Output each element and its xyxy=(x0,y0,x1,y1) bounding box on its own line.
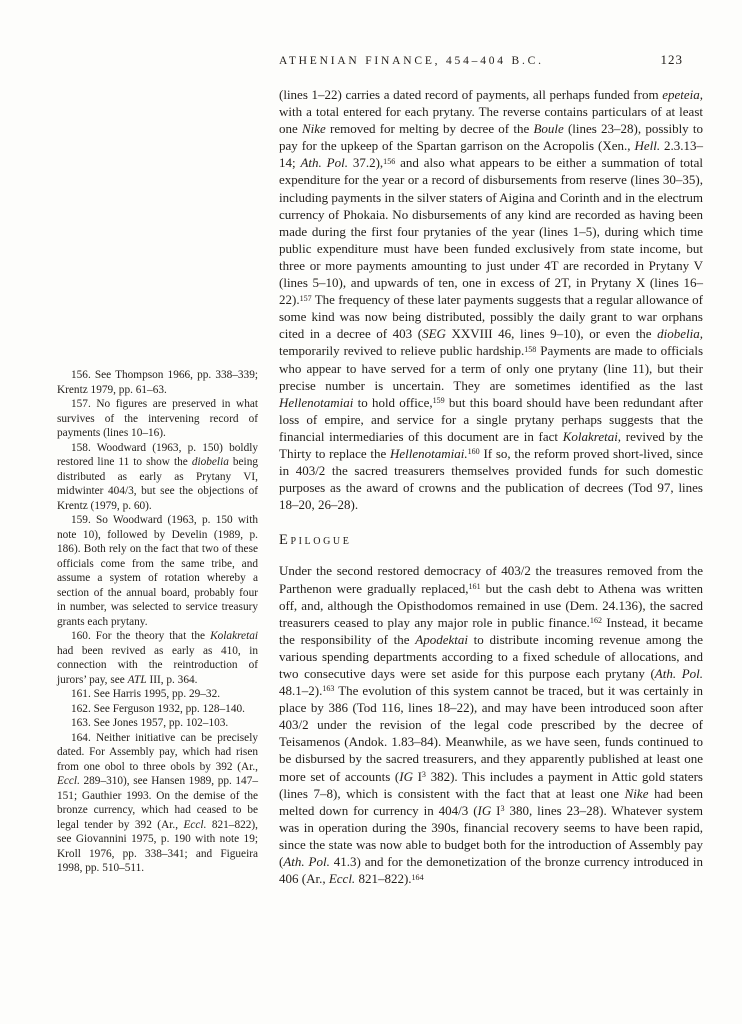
text-run: had been melted down for currency in 404/3 ( xyxy=(279,785,703,818)
text-run: to hold office, xyxy=(353,394,433,410)
text-run: IG xyxy=(399,768,413,784)
text-run: revived by the Thirty to replace the xyxy=(279,428,703,461)
text-run: The evolution of this system cannot be traced, but it was certainly in place by 386 (Tod 116, lines 18–22), and may have been introduced soon after 403/2 under the revision of the legal code prescribed by the decree of Teisamenos (Andok. 1.83–84). Meanwhile, as we have seen, funds continued to be disbursed by the sacred treasurers, and they apparently published at least one more set of accounts ( xyxy=(279,683,703,784)
footnote-reference: 158 xyxy=(524,344,537,354)
footnote-reference: 3 xyxy=(500,804,505,814)
footnote-reference: 163 xyxy=(322,684,335,694)
page-number: 123 xyxy=(660,52,683,67)
text-run: Hell. xyxy=(634,138,661,154)
text-run: Under the second restored democracy of 403/2 the treasures removed from the Parthenon were gradually replaced, xyxy=(279,563,703,596)
text-run: I xyxy=(412,768,422,784)
main-text-column xyxy=(279,86,703,887)
text-run: I xyxy=(491,802,501,818)
footnote-164 xyxy=(57,731,258,876)
footnotes-column xyxy=(57,368,258,876)
text-run: to distribute incoming revenue among the various spending departments according to a fixed schedule of allocations, and two consecutive days were set aside for this purpose each prytany ( xyxy=(279,631,703,681)
footnote-reference: 162 xyxy=(589,616,602,626)
text-run: had been revived as early as 410, in connection with the reintroduction of jurors’ pay, see xyxy=(57,644,258,686)
running-head xyxy=(279,52,703,68)
text-run: (lines 23–28), possibly to pay for the upkeep of the Spartan garrison on the Acropolis (Xen., xyxy=(279,121,703,154)
text-run: The frequency of these later payments suggests that a regular allowance of some kind was now being distributed, possibly the daily grant to war orphans cited in a decree of 403 ( xyxy=(279,292,703,342)
text-run: Hellenotamiai. xyxy=(389,445,468,461)
footnote-reference: 159 xyxy=(432,396,445,406)
footnote-161 xyxy=(57,687,258,702)
text-run: 162. See Ferguson 1932, pp. 128–140. xyxy=(71,702,245,715)
text-run: 156. See Thompson 1966, pp. 338–339; Krentz 1979, pp. 61–63. xyxy=(57,369,258,396)
running-header-title: ATHENIAN FINANCE, 454–404 B.C. xyxy=(279,55,544,67)
text-run: Nike xyxy=(301,121,326,137)
footnote-163 xyxy=(57,716,258,731)
footnote-162 xyxy=(57,702,258,717)
footnote-159 xyxy=(57,513,258,629)
footnote-reference: 156 xyxy=(383,156,396,166)
text-run: Boule xyxy=(533,121,564,137)
text-run: Payments are made to officials who appear to have served for a term of only one prytany (line 11), but their precise number is uncertain. They are sometimes identified as the last xyxy=(279,343,703,393)
text-run: removed for melting by decree of the xyxy=(325,121,534,137)
text-run: 821–822), see Giovannini 1975, p. 190 with note 19; Kroll 1976, pp. 338–341; and Figueira 1998, pp. 510–511. xyxy=(57,818,259,874)
body-paragraph-1 xyxy=(279,86,703,513)
text-run: Eccl. xyxy=(57,775,80,787)
text-run: Ath. Pol. xyxy=(283,854,330,870)
text-run: 159. So Woodward (1963, p. 150 with note 10), followed by Develin (1989, p. 186). Both rely on the fact that two of these officials come from the same tribe, and assume a system of rotation whereby a section of the annual board, probably four in number, was selected to service treasury grants each prytany. xyxy=(57,514,258,628)
text-run: 821–822). xyxy=(355,871,412,887)
text-run: Apodektai xyxy=(415,631,468,647)
text-run: If so, the reform proved short-lived, since in 403/2 the sacred treasurers themselves provided funds for such domestic purposes as the award of crowns and the publication of decrees (Tod 97, lines 18–20, 26–28). xyxy=(279,445,703,513)
text-run: with a total entered for each prytany. The reverse contains particulars of at least one xyxy=(279,104,703,137)
footnote-156 xyxy=(57,368,258,397)
footnote-160 xyxy=(57,629,258,687)
text-run: Eccl. xyxy=(183,818,207,831)
text-run: SEG xyxy=(422,326,446,342)
text-run: diobelia, xyxy=(657,326,703,342)
text-run: 164. Neither initiative can be precisely dated. For Assembly pay, which had risen from one obol to three obols by 392 (Ar., xyxy=(57,731,258,773)
footnote-reference: 161 xyxy=(468,581,481,591)
text-run: 289–310), see Hansen 1989, pp. 147–151; Gauthier 1993. On the demise of the bronze currency, which had ceased to be legal tender by 392 (Ar., xyxy=(57,775,258,831)
text-run: Eccl. xyxy=(328,871,356,887)
text-run: XXVIII 46, lines 9–10), or even the xyxy=(445,326,658,342)
text-run: (lines 1–22) carries a dated record of payments, all perhaps funded from xyxy=(279,87,663,102)
text-run: Ath. Pol. xyxy=(654,666,703,681)
footnote-reference: 157 xyxy=(299,293,312,303)
text-run: 2.3.13–14; xyxy=(279,138,704,171)
text-run: 160. For the theory that the xyxy=(71,630,211,642)
text-run: 382). This includes a payment in Attic gold staters (lines 7–8), which is consistent with the fact that at least one xyxy=(279,768,703,801)
text-run: Ath. Pol. xyxy=(300,155,348,171)
text-run: III, p. 364. xyxy=(146,673,198,686)
text-run: 157. No figures are preserved in what survives of the intervening record of payments (lines 10–16). xyxy=(57,398,258,439)
text-run: 163. See Jones 1957, pp. 102–103. xyxy=(71,717,229,729)
text-run: and also what appears to be either a summation of total expenditure for the year or a record of disbursements from reserve (lines 30–35), including payments in the silver staters of Aigina and Corinth and in the electrum currency of Phokaia. No disbursements of any kind are recorded as having been made during the first four prytanies of the year (lines 1–5), during which time public expenditure must have been funded exclusively from state income, but three or more payments amounting to just under 4T are recorded in Prytany V (lines 5–10), and upwards of ten, one in excess of 2T, in Prytany X (lines 16–22). xyxy=(279,155,703,308)
text-run: 161. See Harris 1995, pp. 29–32. xyxy=(71,688,221,700)
text-run: Nike xyxy=(624,785,649,801)
text-run: Kolakretai xyxy=(210,630,258,642)
text-run: but the cash debt to Athena was written off, and, although the Opisthodomos remained in use (Dem. 24.136), the sacred treasurers ceased to play any major role in public finance. xyxy=(279,580,703,630)
text-run: IG xyxy=(477,802,492,818)
text-run: Instead, it became the responsibility of the xyxy=(279,614,703,647)
footnote-reference: 164 xyxy=(411,872,424,882)
footnote-158 xyxy=(57,441,258,514)
body-paragraph-2 xyxy=(279,562,703,887)
text-run: Kolakretai, xyxy=(562,428,622,444)
text-run: temporarily revived to relieve public hardship. xyxy=(279,343,525,359)
text-run: ATL xyxy=(127,673,147,686)
text-run: but this board should have been redundant after loss of empire, and service for a single prytany perhaps suggests that the financial intermediaries of this document are in fact xyxy=(279,394,703,444)
text-run: 158. Woodward (1963, p. 150) boldly restored line 11 to show the xyxy=(57,441,258,468)
text-run: 41.3) and for the demonetization of the bronze currency introduced in 406 (Ar., xyxy=(279,854,704,887)
text-run: 48.1–2). xyxy=(279,683,323,699)
text-run: Hellenotamiai xyxy=(279,394,354,410)
footnote-reference: 3 xyxy=(421,769,426,779)
text-run: being distributed as early as Prytany VI, midwinter 404/3, but see the objections of Krentz (1979, p. 60). xyxy=(57,456,258,512)
section-heading-epilogue: Epilogue xyxy=(279,532,352,549)
footnote-157 xyxy=(57,397,258,441)
text-run: epeteia, xyxy=(662,87,703,102)
footnote-reference: 160 xyxy=(467,447,480,457)
text-run: 37.2), xyxy=(347,155,384,171)
text-run: 380, lines 23–28). Whatever system was in operation during the 390s, financial recovery seems to have been rapid, since the state was now able to budget both for the introduction of Assembly pay ( xyxy=(279,802,703,870)
text-run: diobelia xyxy=(191,456,229,468)
